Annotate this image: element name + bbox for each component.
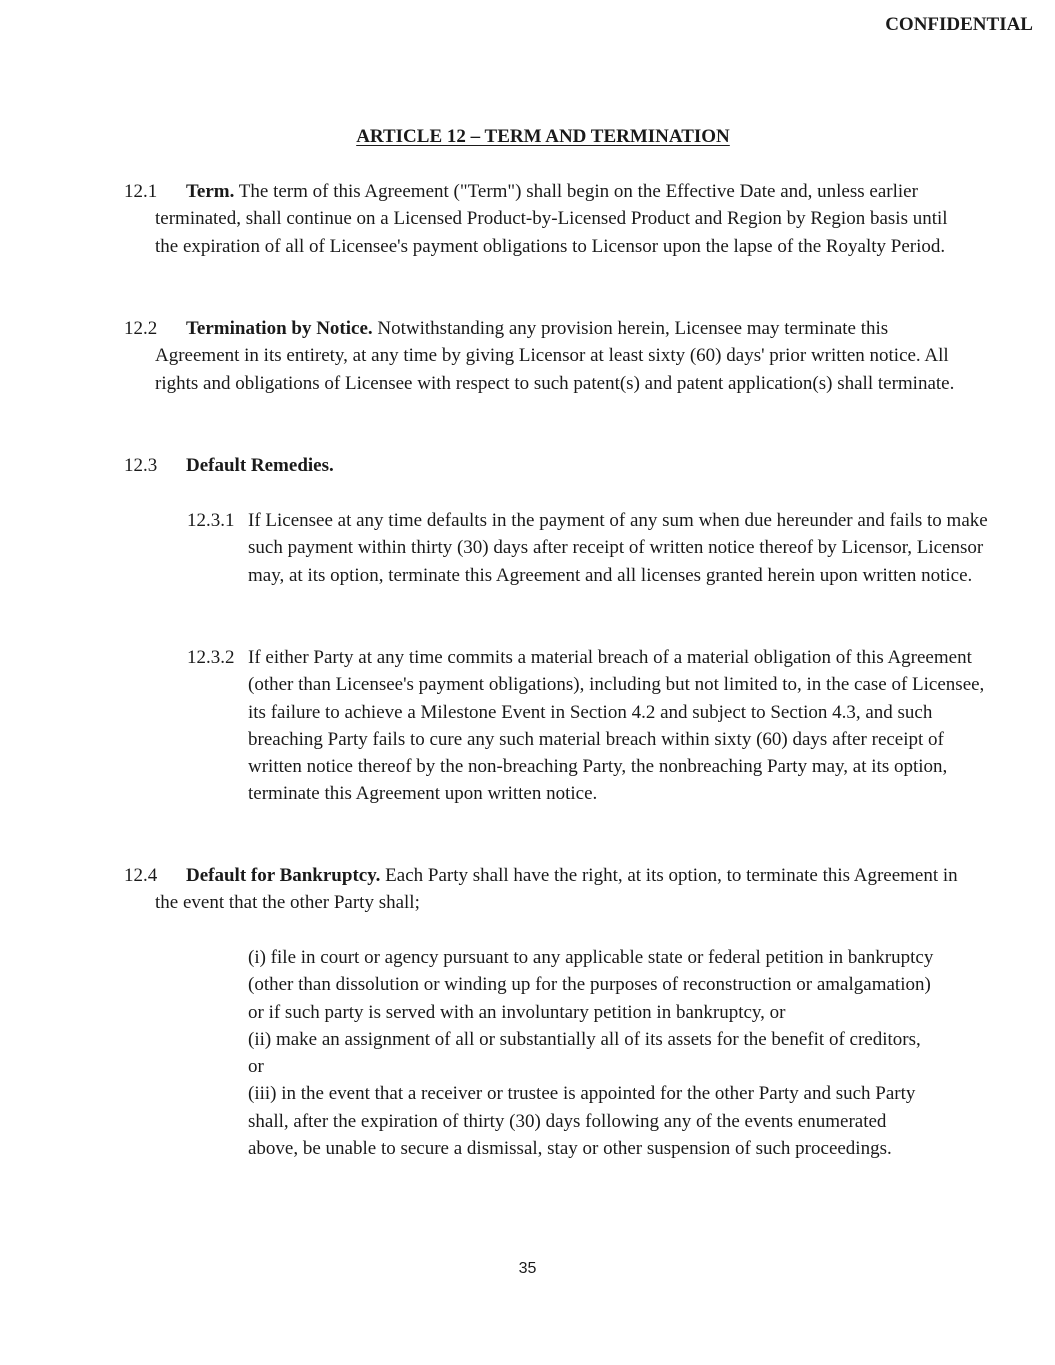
bankruptcy-items bbox=[248, 944, 938, 1162]
section-12-4 bbox=[124, 862, 967, 917]
section-text: Each Party shall have the right, at its option, to terminate this Agreement in the event that the other Party shall; bbox=[155, 865, 958, 914]
section-12-2 bbox=[124, 315, 967, 397]
subsection-text: If either Party at any time commits a material breach of a material obligation of this Agreement (other than Licensee's payment obligations), including but not limited to, in the case of Licensee, its failure to achieve a Milestone Event in Section 4.2 and subject to Section 4.3, and such breaching Party fails to cure any such material breach within sixty (60) days after receipt of written notice thereof by the non-breaching Party, the nonbreaching Party may, at its option, terminate this Agreement upon written notice. bbox=[248, 647, 985, 805]
section-heading: Termination by Notice. bbox=[186, 318, 373, 339]
article-title: ARTICLE 12 – TERM AND TERMINATION bbox=[356, 126, 730, 147]
section-number: 12.4 bbox=[124, 865, 158, 886]
subsection-number: 12.3.2 bbox=[187, 647, 235, 668]
section-number: 12.2 bbox=[124, 318, 158, 339]
section-12-1 bbox=[124, 178, 967, 260]
bankruptcy-item-iii: (iii) in the event that a receiver or trustee is appointed for the other Party and such Party shall, after the expiration of thirty (30) days following any of the events enumerated above, be unable to secure a dismissal, stay or other suspension of such proceedings. bbox=[248, 1083, 916, 1160]
section-text: Notwithstanding any provision herein, Licensee may terminate this Agreement in its entirety, at any time by giving Licensor at least sixty (60) days' prior written notice. All rights and obligations of Licensee with respect to such patent(s) and patent application(s) shall terminate. bbox=[155, 318, 955, 394]
page-number: 35 bbox=[518, 1260, 537, 1277]
section-number: 12.1 bbox=[124, 181, 158, 202]
section-heading: Term. bbox=[186, 181, 235, 202]
section-number: 12.3 bbox=[124, 455, 158, 476]
section-heading: Default for Bankruptcy. bbox=[186, 865, 381, 886]
subsection-12-3-2 bbox=[187, 644, 993, 808]
section-text: The term of this Agreement ("Term") shall begin on the Effective Date and, unless earlier terminated, shall continue on a Licensed Product-by-Licensed Product and Region by Region basis until the expiration of all of Licensee's payment obligations to Licensor upon the lapse of the Royalty Period. bbox=[155, 181, 948, 257]
bankruptcy-item-ii: (ii) make an assignment of all or substantially all of its assets for the benefit of creditors, or bbox=[248, 1028, 921, 1078]
bankruptcy-item-i: (i) file in court or agency pursuant to any applicable state or federal petition in bankruptcy (other than dissolution or winding up for the purposes of reconstruction or amalgamation) or if such party is served with an involuntary petition in bankruptcy, or bbox=[248, 947, 934, 1023]
subsection-text: If Licensee at any time defaults in the payment of any sum when due hereunder and fails to make such payment within thirty (30) days after receipt of written notice thereof by Licensor, Licensor may, at its option, terminate this Agreement and all licenses granted herein upon written notice. bbox=[248, 510, 988, 586]
confidential-label: CONFIDENTIAL bbox=[885, 14, 1033, 35]
subsection-12-3-1 bbox=[187, 507, 993, 589]
section-12-3 bbox=[124, 452, 967, 479]
subsection-number: 12.3.1 bbox=[187, 510, 235, 531]
section-heading: Default Remedies. bbox=[186, 455, 334, 476]
